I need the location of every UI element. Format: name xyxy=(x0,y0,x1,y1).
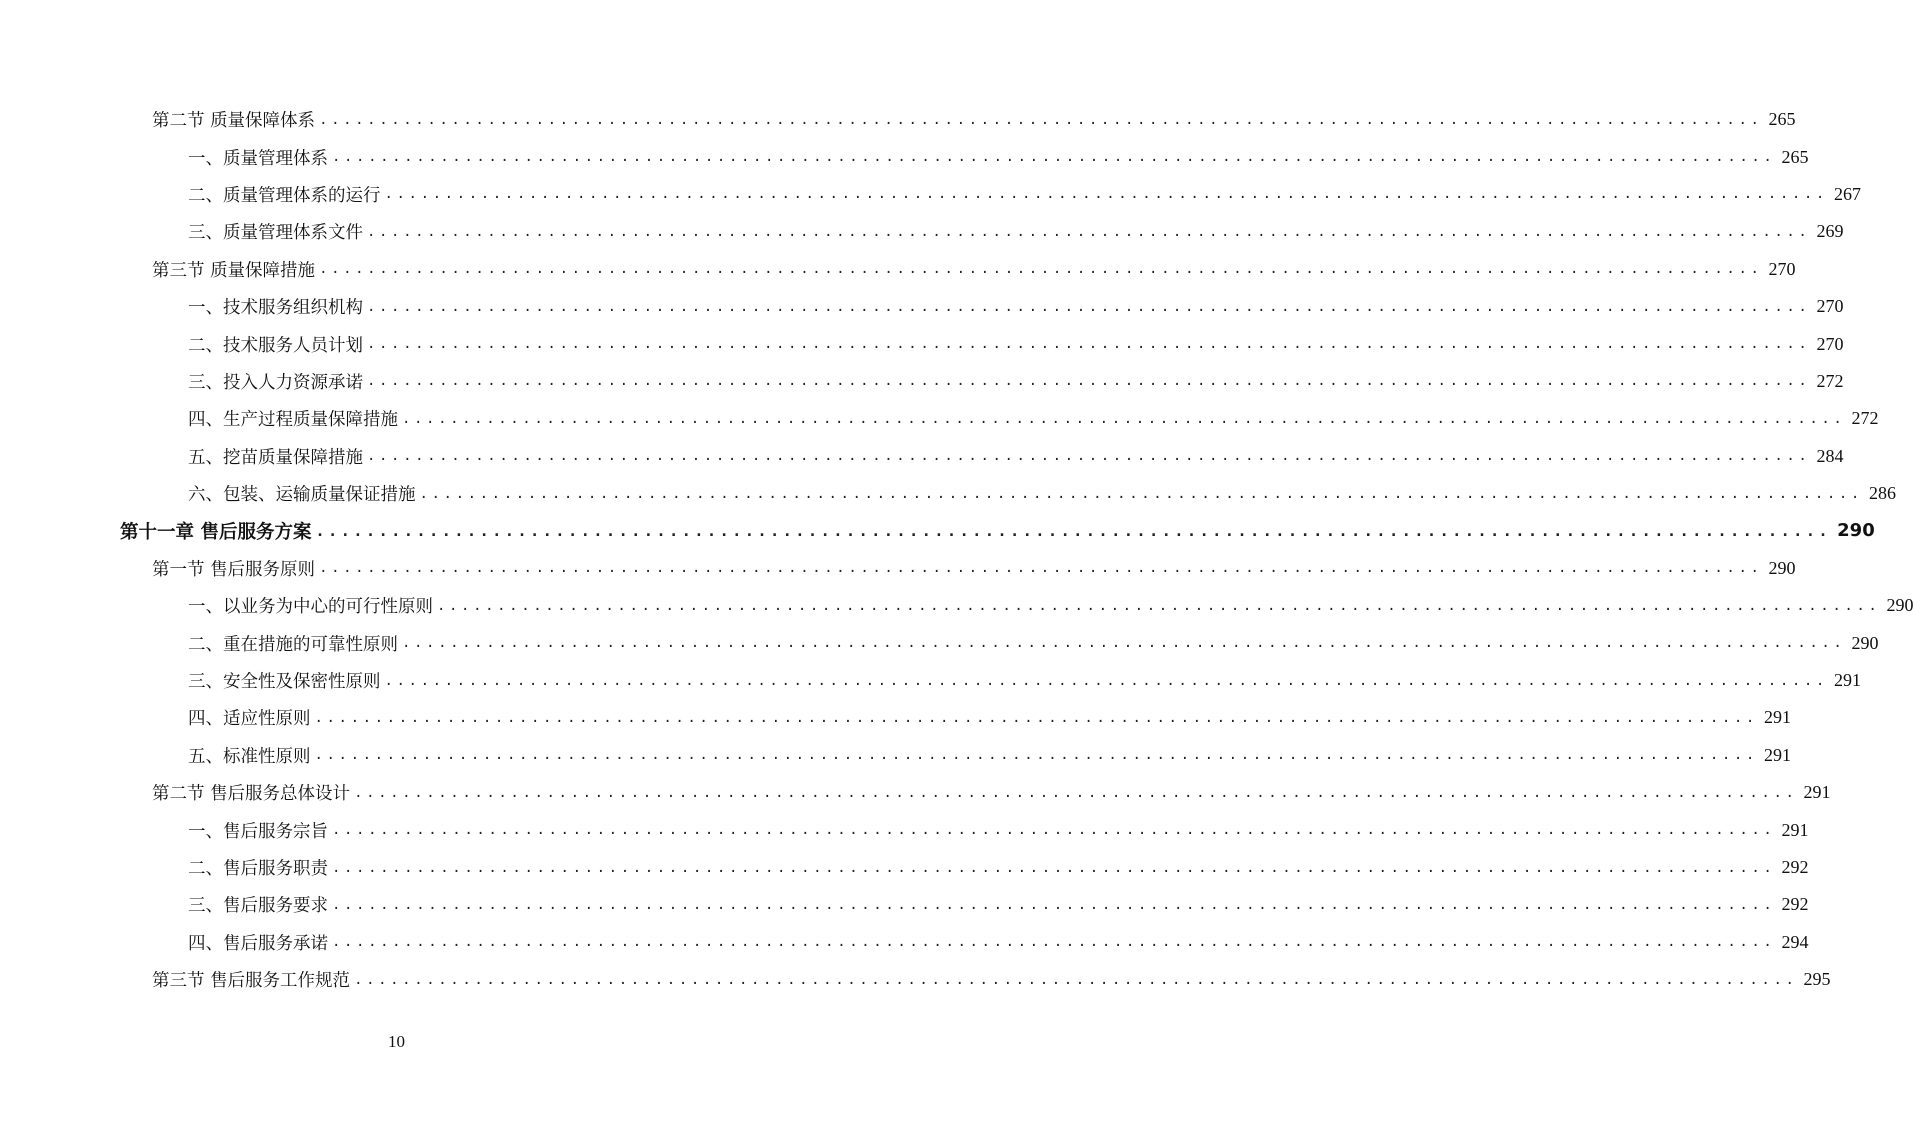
toc-subsection-entry[interactable] xyxy=(0,811,1809,848)
toc-subsection-entry[interactable] xyxy=(0,699,1791,736)
page-number: 10 xyxy=(388,1032,405,1051)
toc-entry-page: 270 xyxy=(1768,258,1796,279)
dot-leader: ........................................................................................................................ xyxy=(354,971,1798,988)
toc-entry-page: 269 xyxy=(1816,221,1844,242)
dot-leader: ........................................................................................................................ xyxy=(319,261,1763,278)
dot-leader: ........................................................................................................................ xyxy=(437,597,1881,614)
dot-leader: ........................................................................................................................ xyxy=(332,822,1776,839)
dot-leader: ........................................................................................................................ xyxy=(315,521,1832,540)
toc-subsection-entry[interactable] xyxy=(0,288,1844,325)
toc-entry-label: 四、适应性原则 xyxy=(188,709,311,730)
toc-entry-page: 265 xyxy=(1781,146,1809,167)
toc-entry-label: 四、售后服务承诺 xyxy=(188,933,328,954)
toc-section-entry[interactable] xyxy=(0,550,1796,587)
dot-leader: ........................................................................................................................ xyxy=(314,747,1758,764)
toc-entry-page: 291 xyxy=(1781,819,1809,840)
toc-entry-label: 二、技术服务人员计划 xyxy=(188,335,363,356)
toc-subsection-entry[interactable] xyxy=(0,886,1809,923)
toc-entry-label: 三、售后服务要求 xyxy=(188,896,328,917)
toc-section-entry[interactable] xyxy=(0,101,1796,138)
toc-entry-page: 291 xyxy=(1763,707,1791,728)
toc-section-entry[interactable] xyxy=(0,251,1796,288)
toc-entry-page: 267 xyxy=(1833,183,1861,204)
dot-leader: ........................................................................................................................ xyxy=(367,373,1811,390)
dot-leader: ........................................................................................................................ xyxy=(384,672,1828,689)
dot-leader: ........................................................................................................................ xyxy=(402,410,1846,427)
toc-subsection-entry[interactable] xyxy=(0,400,1879,437)
dot-leader: ........................................................................................................................ xyxy=(319,111,1763,128)
toc-entry-page: 286 xyxy=(1868,483,1896,504)
dot-leader: ........................................................................................................................ xyxy=(332,859,1776,876)
toc-subsection-entry[interactable] xyxy=(0,624,1879,661)
toc-entry-page: 291 xyxy=(1833,670,1861,691)
dot-leader: ........................................................................................................................ xyxy=(354,784,1798,801)
toc-entry-page: 294 xyxy=(1781,931,1809,952)
toc-entry-label: 一、质量管理体系 xyxy=(188,148,328,169)
toc-entry-label: 三、安全性及保密性原则 xyxy=(188,672,381,693)
toc-entry-page: 290 xyxy=(1768,557,1796,578)
dot-leader: ........................................................................................................................ xyxy=(367,448,1811,465)
dot-leader: ........................................................................................................................ xyxy=(314,709,1758,726)
toc-entry-label: 第二节 售后服务总体设计 xyxy=(152,784,351,805)
dot-leader: ........................................................................................................................ xyxy=(332,896,1776,913)
toc-entry-page: 272 xyxy=(1851,408,1879,429)
toc-entry-label: 一、以业务为中心的可行性原则 xyxy=(188,597,433,618)
toc-entry-page: 290 xyxy=(1837,520,1875,542)
dot-leader: ........................................................................................................................ xyxy=(367,223,1811,240)
toc-subsection-entry[interactable] xyxy=(0,587,1913,624)
toc-entry-page: 290 xyxy=(1851,632,1879,653)
toc-subsection-entry[interactable] xyxy=(0,325,1844,362)
dot-leader: ........................................................................................................................ xyxy=(402,635,1846,652)
toc-entry-label: 第一节 售后服务原则 xyxy=(152,559,316,580)
toc-subsection-entry[interactable] xyxy=(0,363,1844,400)
toc-section-entry[interactable] xyxy=(0,774,1831,811)
toc-subsection-entry[interactable] xyxy=(0,138,1809,175)
toc-entry-page: 270 xyxy=(1816,296,1844,317)
toc-entry-label: 三、质量管理体系文件 xyxy=(188,223,363,244)
toc-entry-page: 265 xyxy=(1768,109,1796,130)
toc-entry-label: 四、生产过程质量保障措施 xyxy=(188,410,398,431)
toc-entry-page: 292 xyxy=(1781,857,1809,877)
toc-entry-page: 284 xyxy=(1816,445,1844,466)
toc-entry-page: 295 xyxy=(1803,969,1831,990)
dot-leader: ........................................................................................................................ xyxy=(332,149,1776,166)
toc-entry-label: 一、售后服务宗旨 xyxy=(188,821,328,842)
toc-entry-label: 第三节 质量保障措施 xyxy=(152,260,316,281)
toc-entry-label: 三、投入人力资源承诺 xyxy=(188,372,363,393)
toc-section-entry[interactable] xyxy=(0,961,1831,998)
toc-subsection-entry[interactable] xyxy=(0,849,1809,886)
toc-entry-label: 二、质量管理体系的运行 xyxy=(188,185,381,206)
toc-entry-label: 五、挖苗质量保障措施 xyxy=(188,447,363,468)
dot-leader: ........................................................................................................................ xyxy=(367,336,1811,353)
toc-entry-label: 二、售后服务职责 xyxy=(188,859,328,879)
toc-entry-page: 290 xyxy=(1886,595,1913,616)
dot-leader: ........................................................................................................................ xyxy=(332,934,1776,951)
toc-chapter-entry[interactable] xyxy=(0,512,1875,549)
toc-entry-page: 291 xyxy=(1763,744,1791,765)
dot-leader: ........................................................................................................................ xyxy=(384,186,1828,203)
toc-subsection-entry[interactable] xyxy=(0,737,1791,774)
toc-entry-page: 270 xyxy=(1816,333,1844,354)
toc-subsection-entry[interactable] xyxy=(0,213,1844,250)
toc-entry-label: 五、标准性原则 xyxy=(188,746,311,767)
toc-subsection-entry[interactable] xyxy=(0,438,1844,475)
toc-subsection-entry[interactable] xyxy=(0,176,1861,213)
toc-entry-page: 292 xyxy=(1781,894,1809,915)
toc-entry-label: 第二节 质量保障体系 xyxy=(152,111,316,132)
toc-entry-label: 六、包装、运输质量保证措施 xyxy=(188,485,416,506)
dot-leader: ........................................................................................................................ xyxy=(319,560,1763,577)
toc-subsection-entry[interactable] xyxy=(0,662,1861,699)
dot-leader: ........................................................................................................................ xyxy=(419,485,1863,502)
toc-subsection-entry[interactable] xyxy=(0,924,1809,961)
toc-entry-label: 二、重在措施的可靠性原则 xyxy=(188,634,398,655)
toc-subsection-entry[interactable] xyxy=(0,475,1896,512)
toc-entry-label: 第三节 售后服务工作规范 xyxy=(152,971,351,992)
dot-leader: ........................................................................................................................ xyxy=(367,298,1811,315)
toc-entry-label: 一、技术服务组织机构 xyxy=(188,298,363,319)
toc-entry-page: 272 xyxy=(1816,370,1844,391)
table-of-contents xyxy=(0,101,1913,998)
toc-entry-label: 第十一章 售后服务方案 xyxy=(120,521,312,543)
toc-entry-page: 291 xyxy=(1803,782,1831,803)
